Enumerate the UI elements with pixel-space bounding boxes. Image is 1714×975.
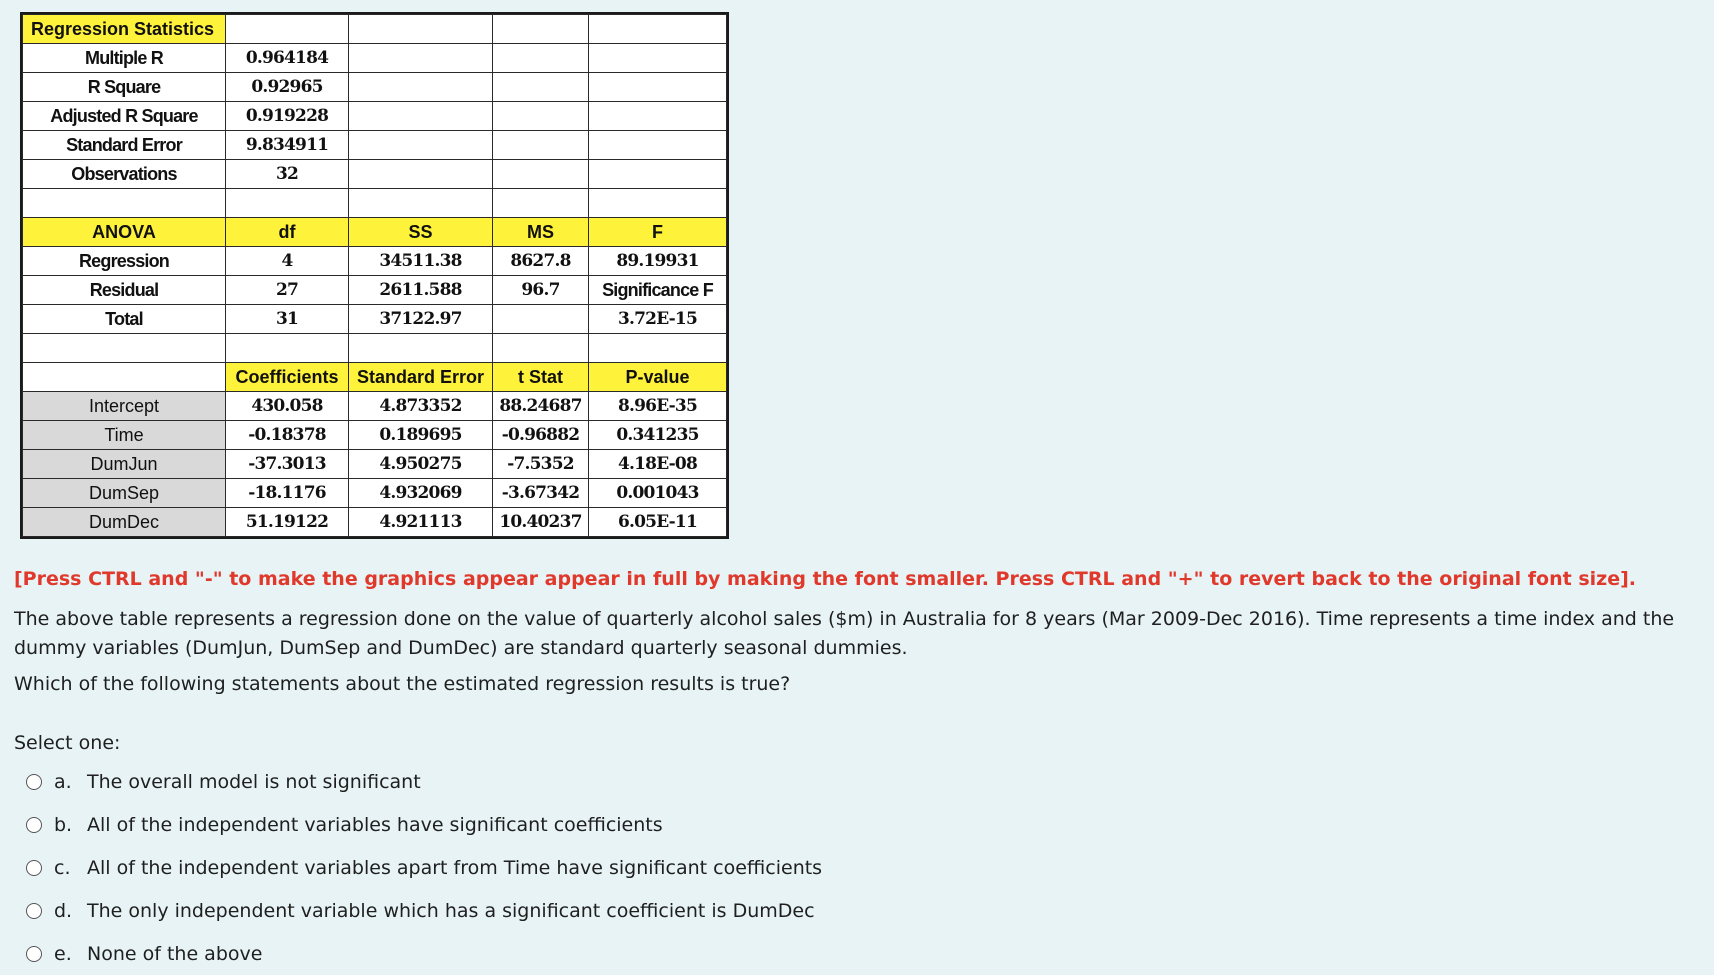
regression-statistics-header: Regression Statistics (23, 15, 226, 44)
option-b[interactable] (26, 803, 822, 846)
cell: 4.932069 (349, 479, 493, 508)
column-header: Coefficients (226, 363, 349, 392)
option-c[interactable] (26, 846, 822, 889)
cell: 4 (226, 247, 349, 276)
cell: 0.001043 (589, 479, 727, 508)
cell: -7.5352 (493, 450, 589, 479)
table-row (23, 305, 727, 334)
cell: 89.19931 (589, 247, 727, 276)
stat-label: R Square (23, 73, 226, 102)
radio-button[interactable] (26, 860, 42, 876)
table-row (23, 218, 727, 247)
cell: 96.7 (493, 276, 589, 305)
option-e[interactable] (26, 932, 822, 975)
cell: 37122.97 (349, 305, 493, 334)
cell: 2611.588 (349, 276, 493, 305)
option-text: All of the independent variables apart from Time have significant coefficients (87, 856, 823, 879)
option-d[interactable] (26, 889, 822, 932)
option-text: None of the above (87, 942, 263, 965)
regression-output-table (20, 12, 729, 539)
option-a[interactable] (26, 760, 822, 803)
table-row (23, 334, 727, 363)
cell: 430.058 (226, 392, 349, 421)
cell: -37.3013 (226, 450, 349, 479)
cell: 10.40237 (493, 508, 589, 537)
stat-label: Adjusted R Square (23, 102, 226, 131)
cell: 4.921113 (349, 508, 493, 537)
stat-value: 32 (226, 160, 349, 189)
table-row (23, 247, 727, 276)
table-row (23, 189, 727, 218)
cell: 34511.38 (349, 247, 493, 276)
cell: 31 (226, 305, 349, 334)
radio-button[interactable] (26, 946, 42, 962)
column-header: Standard Error (349, 363, 493, 392)
stat-value: 0.919228 (226, 102, 349, 131)
option-letter: d. (54, 899, 73, 922)
table-row (23, 131, 727, 160)
cell: 0.189695 (349, 421, 493, 450)
cell: 51.19122 (226, 508, 349, 537)
stat-value: 0.964184 (226, 44, 349, 73)
cell: 8.96E-35 (589, 392, 727, 421)
table-row (23, 508, 727, 537)
question-description: The above table represents a regression done on the value of quarterly alcohol sales ($m) in Australia for 8 years (Mar 2009-Dec 2016). Time represents a time index and the dummy variables (DumJun, DumSep and DumDec) are standard quarterly seasonal dummies. (14, 608, 1675, 659)
table-row (23, 421, 727, 450)
stat-value: 0.92965 (226, 73, 349, 102)
option-letter: e. (54, 942, 72, 965)
table-row (23, 102, 727, 131)
radio-button[interactable] (26, 903, 42, 919)
table-row (23, 392, 727, 421)
significance-f-label: Significance F (589, 276, 727, 305)
radio-button[interactable] (26, 774, 42, 790)
cell: 4.18E-08 (589, 450, 727, 479)
option-text: The only independent variable which has a significant coefficient is DumDec (87, 899, 815, 922)
cell: -3.67342 (493, 479, 589, 508)
variable-name: DumDec (23, 508, 226, 537)
column-header: F (589, 218, 727, 247)
option-text: All of the independent variables have significant coefficients (87, 813, 663, 836)
stat-label: Multiple R (23, 44, 226, 73)
cell: 0.341235 (589, 421, 727, 450)
table-row (23, 450, 727, 479)
table-row (23, 363, 727, 392)
stat-value: 9.834911 (226, 131, 349, 160)
variable-name: Intercept (23, 392, 226, 421)
stat-label: Standard Error (23, 131, 226, 160)
column-header: MS (493, 218, 589, 247)
question-text: Which of the following statements about the estimated regression results is true? (14, 673, 791, 695)
cell: -0.18378 (226, 421, 349, 450)
cell: 6.05E-11 (589, 508, 727, 537)
cell: 4.950275 (349, 450, 493, 479)
select-one-label: Select one: (14, 732, 121, 754)
font-size-note: [Press CTRL and "-" to make the graphics appear appear in full by making the font smaller. Press CTRL and "+" to revert back to the original font size]. (14, 568, 1636, 590)
option-letter: c. (54, 856, 71, 879)
column-header: SS (349, 218, 493, 247)
cell: 27 (226, 276, 349, 305)
anova-header: ANOVA (23, 218, 226, 247)
cell: -0.96882 (493, 421, 589, 450)
column-header: t Stat (493, 363, 589, 392)
cell: -18.1176 (226, 479, 349, 508)
table-row (23, 15, 727, 44)
cell: 8627.8 (493, 247, 589, 276)
table-row (23, 160, 727, 189)
stat-label: Observations (23, 160, 226, 189)
table-row (23, 276, 727, 305)
option-letter: a. (54, 770, 72, 793)
table-row (23, 73, 727, 102)
anova-row-label: Residual (23, 276, 226, 305)
variable-name: DumJun (23, 450, 226, 479)
option-letter: b. (54, 813, 73, 836)
significance-f-value: 3.72E-15 (589, 305, 727, 334)
radio-button[interactable] (26, 817, 42, 833)
anova-row-label: Regression (23, 247, 226, 276)
table-row (23, 479, 727, 508)
variable-name: Time (23, 421, 226, 450)
variable-name: DumSep (23, 479, 226, 508)
table-row (23, 44, 727, 73)
anova-row-label: Total (23, 305, 226, 334)
column-header: P-value (589, 363, 727, 392)
cell: 4.873352 (349, 392, 493, 421)
cell: 88.24687 (493, 392, 589, 421)
column-header: df (226, 218, 349, 247)
answer-options (26, 760, 822, 975)
option-text: The overall model is not significant (87, 770, 421, 793)
